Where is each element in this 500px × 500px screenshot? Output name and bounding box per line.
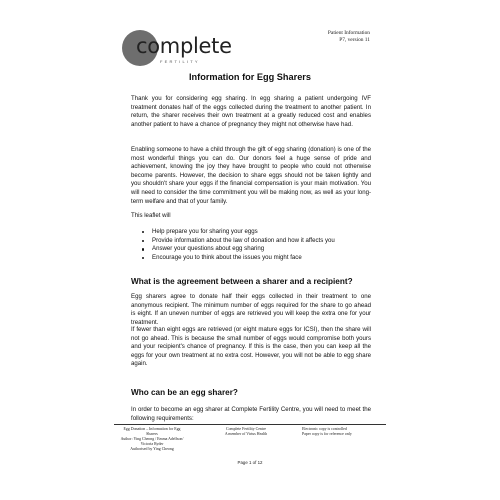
footer-control-notice: [302, 427, 382, 437]
header-line-2: P7, version 11: [339, 37, 370, 43]
footer-organisation: [211, 427, 281, 437]
footer-line: Paper copy is for reference only: [302, 432, 352, 436]
footer-document-info: [119, 427, 185, 452]
header-line-1: Patient Information: [327, 30, 370, 36]
list-item: Answer your questions about egg sharing: [131, 245, 371, 254]
intro-paragraph: Thank you for considering egg sharing. In egg sharing a patient undergoing IVF treatment donates half of the eggs collected during the treatment to another patient. In return, the sharer receives their own treatment at a greatly reduced cost and enables another patient to have a chance of pregnancy they might not otherwise have had.: [131, 95, 371, 128]
list-item: Help prepare you for sharing your eggs: [131, 228, 371, 237]
eligibility-paragraph: In order to become an egg sharer at Complete Fertility Centre, you will need to meet the following requirements:: [131, 406, 371, 422]
logo-wordmark: complete: [136, 34, 232, 58]
footer-line: Authorised by Ying Cheong: [130, 447, 174, 451]
footer-line: A member of Virtus Health: [224, 432, 268, 436]
list-item: Encourage you to think about the issues you might face: [131, 254, 371, 263]
agreement-paragraph-2: If fewer than eight eggs are retrieved (or eight mature eggs for ICSI), then the share will not go ahead. This is because the small number of eggs would compromise both yours and your recipient's chance of pregnancy. If this is the case, then you can keep all the eggs for your own treatment at no extra cost. However, you will not be able to egg share again.: [131, 326, 371, 368]
section-heading-eligibility: Who can be an egg sharer?: [131, 388, 238, 397]
agreement-paragraph-1: Egg sharers agree to donate half their eggs collected in their treatment to one anonymous recipient. The minimum number of eggs required for the share to go ahead is eight. If an uneven number of eggs are retrieved you will keep the extra one for your treatment.: [131, 293, 371, 326]
page-footer: [114, 424, 386, 455]
enabling-paragraph: Enabling someone to have a child through the gift of egg sharing (donation) is one of the most wonderful things you can do. Our donors feel a huge sense of pride and achievement, knowing the joy they have brought to people who could not otherwise become parents. However, the decision to share eggs should not be taken lightly and you shouldn't share your eggs if the financial compensation is your main motivation. You will need to consider the time commitment you will be making now, as well as your long-term welfare and that of your family.: [131, 146, 371, 205]
document-reference: [328, 30, 370, 44]
footer-line: Complete Fertility Centre: [226, 427, 266, 431]
page-title: Information for Egg Sharers: [188, 72, 311, 82]
footer-line: Egg Donation – Information for Egg: [123, 427, 181, 431]
footer-line: Electronic copy is controlled: [302, 427, 347, 431]
list-item: Provide information about the law of donation and how it affects you: [131, 237, 371, 246]
page-number: Page 1 of 12: [237, 460, 263, 465]
logo-subtitle: FERTILITY: [160, 59, 200, 64]
section-heading-agreement: What is the agreement between a sharer and a recipient?: [131, 277, 353, 286]
footer-line: Author: Ying Cheong / Emma Adelfson/: [120, 437, 184, 441]
leaflet-purpose-list: [131, 228, 371, 262]
leaflet-intro: This leaflet will: [131, 212, 171, 219]
complete-fertility-logo: [122, 30, 232, 66]
footer-line: Victoria Ryder: [140, 442, 164, 446]
footer-line: Sharers: [146, 432, 158, 436]
